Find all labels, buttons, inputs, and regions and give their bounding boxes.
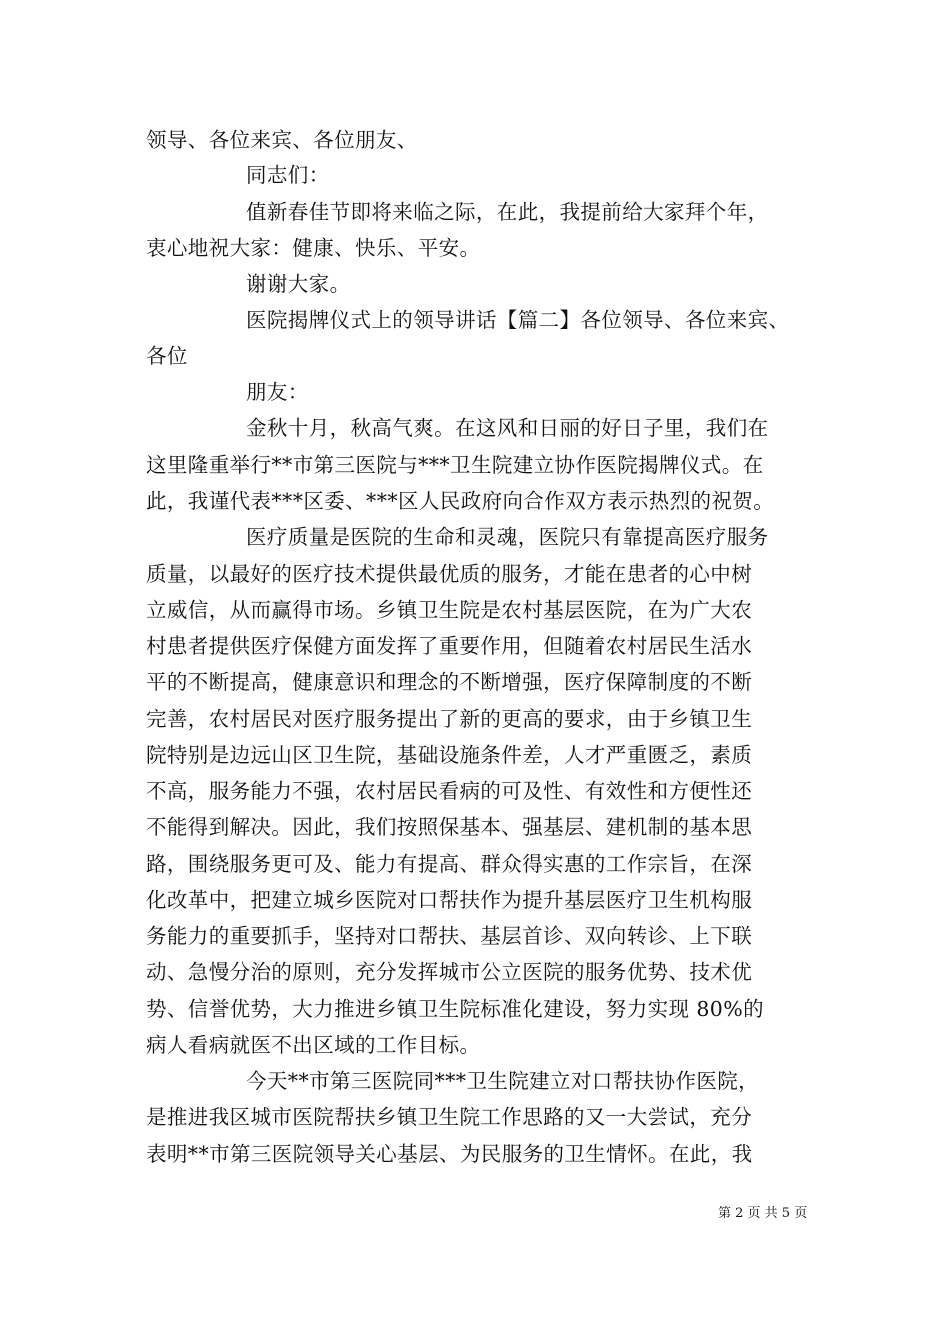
text-line: 今天**市第三医院同***卫生院建立对口帮扶协作医院， xyxy=(246,1069,760,1093)
text-line: 值新春佳节即将来临之际，在此，我提前给大家拜个年， xyxy=(246,200,769,224)
text-line: 势、信誉优势，大力推进乡镇卫生院标准化建设，努力实现 80%的 xyxy=(146,997,764,1021)
text-line: 医院揭牌仪式上的领导讲话【篇二】各位领导、各位来宾、 xyxy=(246,308,790,332)
text-line: 衷心地祝大家：健康、快乐、平安。 xyxy=(146,236,481,260)
text-line: 务能力的重要抓手，坚持对口帮扶、基层首诊、双向转诊、上下联 xyxy=(146,924,753,948)
text-line: 是推进我区城市医院帮扶乡镇卫生院工作思路的又一大尝试，充分 xyxy=(146,1105,753,1129)
text-line: 同志们： xyxy=(246,163,330,187)
text-line: 各位 xyxy=(146,344,188,368)
text-line: 质量，以最好的医疗技术提供最优质的服务，才能在患者的心中树 xyxy=(146,562,753,586)
text-line: 村患者提供医疗保健方面发挥了重要作用，但随着农村居民生活水 xyxy=(146,634,753,658)
text-line: 不能得到解决。因此，我们按照保基本、强基层、建机制的基本思 xyxy=(146,815,753,839)
text-line: 化改革中，把建立城乡医院对口帮扶作为提升基层医疗卫生机构服 xyxy=(146,888,753,912)
text-line: 此，我谨代表***区委、***区人民政府向合作双方表示热烈的祝贺。 xyxy=(146,489,775,513)
text-line: 表明**市第三医院领导关心基层、为民服务的卫生情怀。在此，我 xyxy=(146,1142,753,1166)
text-line: 立威信，从而赢得市场。乡镇卫生院是农村基层医院，在为广大农 xyxy=(146,598,753,622)
text-line: 领导、各位来宾、各位朋友、 xyxy=(146,128,418,152)
text-line: 金秋十月，秋高气爽。在这风和日丽的好日子里，我们在 xyxy=(246,416,769,440)
text-line: 动、急慢分治的原则，充分发挥城市公立医院的服务优势、技术优 xyxy=(146,960,753,984)
text-line: 医疗质量是医院的生命和灵魂，医院只有靠提高医疗服务 xyxy=(246,525,769,549)
text-line: 谢谢大家。 xyxy=(246,272,351,296)
text-line: 朋友： xyxy=(246,380,309,404)
page-number-footer: 第 2 页 共 5 页 xyxy=(718,1206,808,1221)
text-line: 院特别是边远山区卫生院，基础设施条件差，人才严重匮乏，素质 xyxy=(146,743,753,767)
text-line: 病人看病就医不出区域的工作目标。 xyxy=(146,1033,481,1057)
text-line: 平的不断提高，健康意识和理念的不断增强，医疗保障制度的不断 xyxy=(146,670,753,694)
text-line: 这里隆重举行**市第三医院与***卫生院建立协作医院揭牌仪式。在 xyxy=(146,453,764,477)
text-line: 不高，服务能力不强，农村居民看病的可及性、有效性和方便性还 xyxy=(146,779,753,803)
text-line: 路，围绕服务更可及、能力有提高、群众得实惠的工作宗旨，在深 xyxy=(146,852,753,876)
text-line: 完善，农村居民对医疗服务提出了新的更高的要求，由于乡镇卫生 xyxy=(146,707,753,731)
